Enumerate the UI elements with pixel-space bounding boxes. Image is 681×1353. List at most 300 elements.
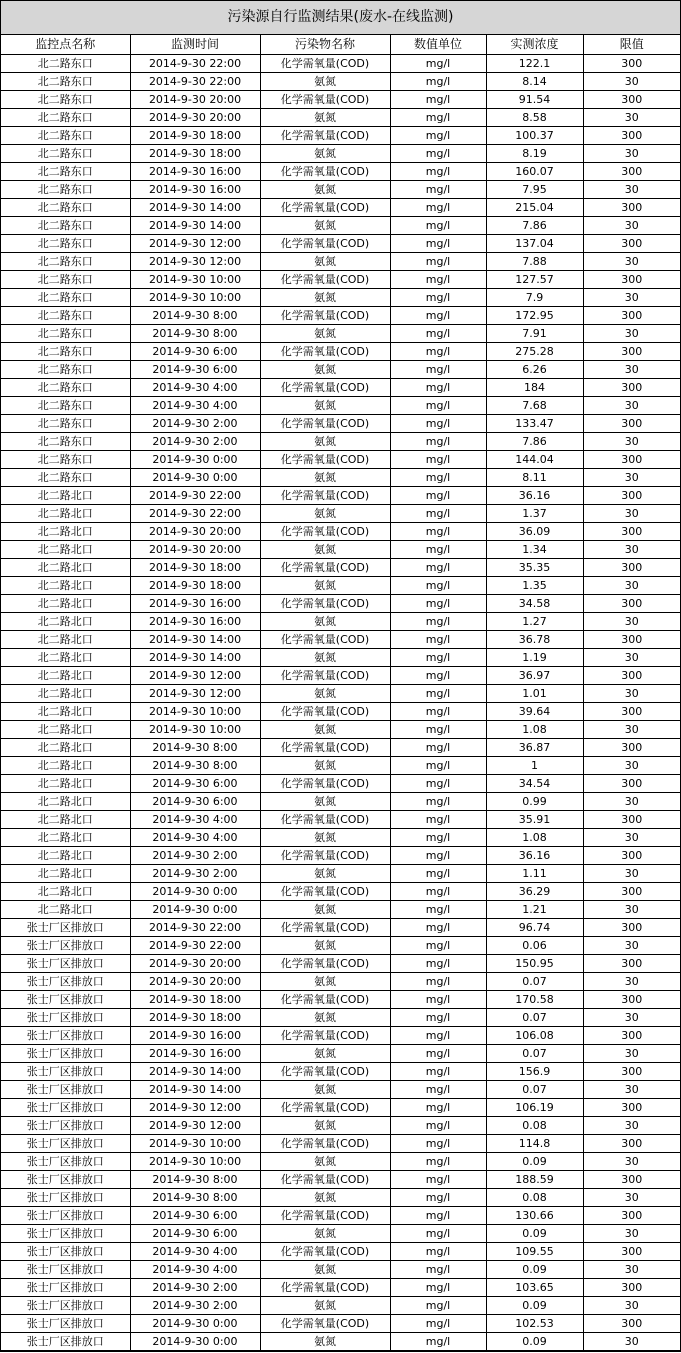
cell-monitoring-point: 北二路北口 bbox=[1, 667, 130, 685]
table-row bbox=[1, 1009, 680, 1027]
cell-measured-concentration: 150.95 bbox=[486, 955, 583, 973]
cell-limit: 300 bbox=[583, 1243, 680, 1261]
cell-unit: mg/l bbox=[390, 271, 486, 289]
table-row bbox=[1, 1189, 680, 1207]
table-row bbox=[1, 973, 680, 991]
cell-measured-concentration: 1 bbox=[486, 757, 583, 775]
cell-measured-concentration: 133.47 bbox=[486, 415, 583, 433]
cell-unit: mg/l bbox=[390, 1153, 486, 1171]
cell-unit: mg/l bbox=[390, 361, 486, 379]
cell-monitoring-time: 2014-9-30 10:00 bbox=[130, 721, 260, 739]
cell-pollutant-name: 化学需氧量(COD) bbox=[260, 739, 390, 757]
cell-unit: mg/l bbox=[390, 901, 486, 919]
table-row bbox=[1, 649, 680, 667]
cell-monitoring-point: 北二路东口 bbox=[1, 253, 130, 271]
cell-measured-concentration: 35.35 bbox=[486, 559, 583, 577]
table-row bbox=[1, 865, 680, 883]
table-row bbox=[1, 829, 680, 847]
table-row bbox=[1, 577, 680, 595]
cell-monitoring-time: 2014-9-30 8:00 bbox=[130, 1171, 260, 1189]
cell-monitoring-time: 2014-9-30 4:00 bbox=[130, 811, 260, 829]
cell-monitoring-time: 2014-9-30 8:00 bbox=[130, 1189, 260, 1207]
cell-pollutant-name: 氨氮 bbox=[260, 433, 390, 451]
cell-limit: 30 bbox=[583, 649, 680, 667]
cell-monitoring-point: 北二路北口 bbox=[1, 739, 130, 757]
cell-measured-concentration: 0.07 bbox=[486, 1045, 583, 1063]
cell-monitoring-point: 北二路北口 bbox=[1, 775, 130, 793]
table-row bbox=[1, 55, 680, 73]
cell-monitoring-point: 张士厂区排放口 bbox=[1, 1045, 130, 1063]
cell-measured-concentration: 114.8 bbox=[486, 1135, 583, 1153]
cell-monitoring-time: 2014-9-30 20:00 bbox=[130, 973, 260, 991]
cell-measured-concentration: 0.08 bbox=[486, 1189, 583, 1207]
cell-limit: 300 bbox=[583, 343, 680, 361]
cell-measured-concentration: 7.95 bbox=[486, 181, 583, 199]
table-row bbox=[1, 685, 680, 703]
cell-pollutant-name: 化学需氧量(COD) bbox=[260, 955, 390, 973]
cell-measured-concentration: 188.59 bbox=[486, 1171, 583, 1189]
cell-limit: 30 bbox=[583, 145, 680, 163]
cell-limit: 30 bbox=[583, 973, 680, 991]
cell-monitoring-time: 2014-9-30 20:00 bbox=[130, 91, 260, 109]
cell-monitoring-time: 2014-9-30 22:00 bbox=[130, 73, 260, 91]
cell-monitoring-time: 2014-9-30 20:00 bbox=[130, 523, 260, 541]
cell-limit: 300 bbox=[583, 1099, 680, 1117]
cell-monitoring-point: 张士厂区排放口 bbox=[1, 1225, 130, 1243]
cell-measured-concentration: 127.57 bbox=[486, 271, 583, 289]
cell-monitoring-time: 2014-9-30 18:00 bbox=[130, 145, 260, 163]
cell-unit: mg/l bbox=[390, 865, 486, 883]
cell-monitoring-time: 2014-9-30 4:00 bbox=[130, 829, 260, 847]
cell-measured-concentration: 1.35 bbox=[486, 577, 583, 595]
cell-measured-concentration: 8.58 bbox=[486, 109, 583, 127]
cell-monitoring-point: 北二路北口 bbox=[1, 721, 130, 739]
cell-unit: mg/l bbox=[390, 505, 486, 523]
table-row bbox=[1, 487, 680, 505]
cell-unit: mg/l bbox=[390, 1045, 486, 1063]
cell-measured-concentration: 144.04 bbox=[486, 451, 583, 469]
cell-pollutant-name: 化学需氧量(COD) bbox=[260, 991, 390, 1009]
cell-monitoring-point: 北二路东口 bbox=[1, 73, 130, 91]
header-unit: 数值单位 bbox=[390, 35, 486, 55]
cell-limit: 300 bbox=[583, 127, 680, 145]
cell-monitoring-point: 北二路北口 bbox=[1, 559, 130, 577]
cell-unit: mg/l bbox=[390, 1207, 486, 1225]
cell-unit: mg/l bbox=[390, 307, 486, 325]
cell-pollutant-name: 氨氮 bbox=[260, 901, 390, 919]
table-row bbox=[1, 163, 680, 181]
table-row bbox=[1, 1027, 680, 1045]
table-row bbox=[1, 1243, 680, 1261]
cell-limit: 30 bbox=[583, 1009, 680, 1027]
cell-monitoring-point: 北二路北口 bbox=[1, 847, 130, 865]
cell-measured-concentration: 0.09 bbox=[486, 1297, 583, 1315]
table-row bbox=[1, 847, 680, 865]
header-limit: 限值 bbox=[583, 35, 680, 55]
cell-monitoring-time: 2014-9-30 12:00 bbox=[130, 235, 260, 253]
cell-pollutant-name: 化学需氧量(COD) bbox=[260, 1207, 390, 1225]
table-row bbox=[1, 361, 680, 379]
cell-pollutant-name: 化学需氧量(COD) bbox=[260, 199, 390, 217]
cell-limit: 30 bbox=[583, 541, 680, 559]
cell-measured-concentration: 91.54 bbox=[486, 91, 583, 109]
cell-limit: 300 bbox=[583, 199, 680, 217]
cell-monitoring-point: 北二路北口 bbox=[1, 595, 130, 613]
cell-measured-concentration: 1.21 bbox=[486, 901, 583, 919]
cell-pollutant-name: 氨氮 bbox=[260, 1009, 390, 1027]
cell-unit: mg/l bbox=[390, 469, 486, 487]
cell-monitoring-point: 张士厂区排放口 bbox=[1, 937, 130, 955]
cell-unit: mg/l bbox=[390, 415, 486, 433]
cell-monitoring-time: 2014-9-30 0:00 bbox=[130, 901, 260, 919]
cell-unit: mg/l bbox=[390, 1243, 486, 1261]
cell-measured-concentration: 8.14 bbox=[486, 73, 583, 91]
cell-measured-concentration: 36.87 bbox=[486, 739, 583, 757]
cell-limit: 300 bbox=[583, 775, 680, 793]
cell-unit: mg/l bbox=[390, 739, 486, 757]
cell-limit: 30 bbox=[583, 1153, 680, 1171]
cell-pollutant-name: 氨氮 bbox=[260, 181, 390, 199]
cell-monitoring-time: 2014-9-30 4:00 bbox=[130, 397, 260, 415]
cell-monitoring-time: 2014-9-30 6:00 bbox=[130, 1207, 260, 1225]
cell-monitoring-time: 2014-9-30 14:00 bbox=[130, 217, 260, 235]
cell-pollutant-name: 氨氮 bbox=[260, 649, 390, 667]
cell-monitoring-point: 北二路东口 bbox=[1, 379, 130, 397]
cell-limit: 30 bbox=[583, 793, 680, 811]
table-row bbox=[1, 1153, 680, 1171]
cell-limit: 300 bbox=[583, 703, 680, 721]
cell-limit: 300 bbox=[583, 631, 680, 649]
cell-measured-concentration: 1.01 bbox=[486, 685, 583, 703]
cell-limit: 300 bbox=[583, 559, 680, 577]
cell-monitoring-time: 2014-9-30 10:00 bbox=[130, 289, 260, 307]
cell-monitoring-time: 2014-9-30 8:00 bbox=[130, 325, 260, 343]
table-row bbox=[1, 1333, 680, 1351]
cell-pollutant-name: 化学需氧量(COD) bbox=[260, 523, 390, 541]
cell-monitoring-point: 北二路北口 bbox=[1, 757, 130, 775]
cell-monitoring-point: 张士厂区排放口 bbox=[1, 1279, 130, 1297]
table-row bbox=[1, 1081, 680, 1099]
cell-monitoring-time: 2014-9-30 2:00 bbox=[130, 865, 260, 883]
table-row bbox=[1, 955, 680, 973]
table-row bbox=[1, 325, 680, 343]
cell-measured-concentration: 215.04 bbox=[486, 199, 583, 217]
table-row bbox=[1, 433, 680, 451]
cell-unit: mg/l bbox=[390, 1099, 486, 1117]
table-row bbox=[1, 1045, 680, 1063]
cell-measured-concentration: 1.37 bbox=[486, 505, 583, 523]
table-row bbox=[1, 1207, 680, 1225]
cell-unit: mg/l bbox=[390, 703, 486, 721]
cell-limit: 30 bbox=[583, 361, 680, 379]
cell-measured-concentration: 109.55 bbox=[486, 1243, 583, 1261]
cell-unit: mg/l bbox=[390, 1297, 486, 1315]
cell-unit: mg/l bbox=[390, 1315, 486, 1333]
cell-unit: mg/l bbox=[390, 955, 486, 973]
cell-pollutant-name: 氨氮 bbox=[260, 289, 390, 307]
cell-limit: 300 bbox=[583, 847, 680, 865]
cell-measured-concentration: 96.74 bbox=[486, 919, 583, 937]
cell-measured-concentration: 1.08 bbox=[486, 829, 583, 847]
table-row bbox=[1, 883, 680, 901]
cell-monitoring-time: 2014-9-30 14:00 bbox=[130, 1081, 260, 1099]
cell-monitoring-point: 北二路北口 bbox=[1, 865, 130, 883]
cell-limit: 30 bbox=[583, 613, 680, 631]
cell-limit: 300 bbox=[583, 955, 680, 973]
cell-unit: mg/l bbox=[390, 379, 486, 397]
table-row bbox=[1, 415, 680, 433]
cell-limit: 30 bbox=[583, 757, 680, 775]
cell-measured-concentration: 34.58 bbox=[486, 595, 583, 613]
cell-monitoring-time: 2014-9-30 10:00 bbox=[130, 703, 260, 721]
table-row bbox=[1, 793, 680, 811]
table-row bbox=[1, 379, 680, 397]
cell-limit: 300 bbox=[583, 271, 680, 289]
cell-pollutant-name: 化学需氧量(COD) bbox=[260, 55, 390, 73]
cell-pollutant-name: 氨氮 bbox=[260, 1153, 390, 1171]
cell-unit: mg/l bbox=[390, 883, 486, 901]
cell-measured-concentration: 137.04 bbox=[486, 235, 583, 253]
cell-unit: mg/l bbox=[390, 181, 486, 199]
cell-limit: 30 bbox=[583, 1261, 680, 1279]
cell-measured-concentration: 1.34 bbox=[486, 541, 583, 559]
cell-limit: 30 bbox=[583, 1189, 680, 1207]
table-row bbox=[1, 541, 680, 559]
cell-limit: 300 bbox=[583, 379, 680, 397]
cell-monitoring-time: 2014-9-30 16:00 bbox=[130, 1045, 260, 1063]
cell-monitoring-point: 张士厂区排放口 bbox=[1, 1243, 130, 1261]
cell-measured-concentration: 7.88 bbox=[486, 253, 583, 271]
cell-pollutant-name: 氨氮 bbox=[260, 1045, 390, 1063]
cell-pollutant-name: 化学需氧量(COD) bbox=[260, 127, 390, 145]
cell-unit: mg/l bbox=[390, 487, 486, 505]
cell-unit: mg/l bbox=[390, 1081, 486, 1099]
cell-monitoring-point: 张士厂区排放口 bbox=[1, 1081, 130, 1099]
cell-monitoring-time: 2014-9-30 12:00 bbox=[130, 253, 260, 271]
cell-monitoring-point: 北二路北口 bbox=[1, 649, 130, 667]
cell-monitoring-point: 北二路北口 bbox=[1, 541, 130, 559]
table-row bbox=[1, 271, 680, 289]
cell-pollutant-name: 氨氮 bbox=[260, 757, 390, 775]
cell-pollutant-name: 化学需氧量(COD) bbox=[260, 703, 390, 721]
cell-measured-concentration: 122.1 bbox=[486, 55, 583, 73]
table-row bbox=[1, 721, 680, 739]
cell-unit: mg/l bbox=[390, 253, 486, 271]
cell-pollutant-name: 氨氮 bbox=[260, 1297, 390, 1315]
cell-monitoring-time: 2014-9-30 22:00 bbox=[130, 55, 260, 73]
cell-measured-concentration: 36.78 bbox=[486, 631, 583, 649]
table-row bbox=[1, 1171, 680, 1189]
cell-unit: mg/l bbox=[390, 811, 486, 829]
cell-limit: 30 bbox=[583, 1333, 680, 1351]
table-row bbox=[1, 73, 680, 91]
cell-limit: 300 bbox=[583, 163, 680, 181]
cell-monitoring-time: 2014-9-30 16:00 bbox=[130, 181, 260, 199]
table-row bbox=[1, 1135, 680, 1153]
cell-unit: mg/l bbox=[390, 847, 486, 865]
cell-monitoring-point: 北二路东口 bbox=[1, 145, 130, 163]
cell-pollutant-name: 化学需氧量(COD) bbox=[260, 667, 390, 685]
cell-monitoring-point: 张士厂区排放口 bbox=[1, 1099, 130, 1117]
cell-monitoring-time: 2014-9-30 4:00 bbox=[130, 379, 260, 397]
cell-monitoring-point: 张士厂区排放口 bbox=[1, 955, 130, 973]
cell-measured-concentration: 1.11 bbox=[486, 865, 583, 883]
cell-monitoring-time: 2014-9-30 20:00 bbox=[130, 955, 260, 973]
cell-unit: mg/l bbox=[390, 1261, 486, 1279]
cell-pollutant-name: 氨氮 bbox=[260, 1081, 390, 1099]
cell-measured-concentration: 100.37 bbox=[486, 127, 583, 145]
cell-pollutant-name: 化学需氧量(COD) bbox=[260, 1243, 390, 1261]
header-measured-concentration: 实测浓度 bbox=[486, 35, 583, 55]
cell-limit: 300 bbox=[583, 55, 680, 73]
table-row bbox=[1, 505, 680, 523]
cell-measured-concentration: 0.09 bbox=[486, 1333, 583, 1351]
cell-monitoring-time: 2014-9-30 22:00 bbox=[130, 937, 260, 955]
cell-monitoring-point: 北二路东口 bbox=[1, 91, 130, 109]
cell-limit: 300 bbox=[583, 307, 680, 325]
cell-pollutant-name: 氨氮 bbox=[260, 1117, 390, 1135]
cell-monitoring-point: 北二路北口 bbox=[1, 793, 130, 811]
cell-monitoring-point: 北二路东口 bbox=[1, 199, 130, 217]
table-row bbox=[1, 775, 680, 793]
cell-limit: 30 bbox=[583, 937, 680, 955]
cell-monitoring-time: 2014-9-30 10:00 bbox=[130, 1153, 260, 1171]
cell-pollutant-name: 氨氮 bbox=[260, 865, 390, 883]
cell-measured-concentration: 0.07 bbox=[486, 1009, 583, 1027]
cell-limit: 30 bbox=[583, 721, 680, 739]
table-row bbox=[1, 1099, 680, 1117]
cell-monitoring-time: 2014-9-30 6:00 bbox=[130, 1225, 260, 1243]
cell-pollutant-name: 化学需氧量(COD) bbox=[260, 559, 390, 577]
cell-pollutant-name: 氨氮 bbox=[260, 1225, 390, 1243]
cell-unit: mg/l bbox=[390, 325, 486, 343]
cell-monitoring-point: 北二路东口 bbox=[1, 127, 130, 145]
cell-monitoring-point: 张士厂区排放口 bbox=[1, 1261, 130, 1279]
cell-unit: mg/l bbox=[390, 613, 486, 631]
cell-monitoring-time: 2014-9-30 6:00 bbox=[130, 361, 260, 379]
cell-measured-concentration: 103.65 bbox=[486, 1279, 583, 1297]
cell-measured-concentration: 36.16 bbox=[486, 487, 583, 505]
cell-monitoring-point: 北二路北口 bbox=[1, 685, 130, 703]
table-row bbox=[1, 631, 680, 649]
cell-pollutant-name: 氨氮 bbox=[260, 829, 390, 847]
cell-monitoring-point: 张士厂区排放口 bbox=[1, 919, 130, 937]
cell-measured-concentration: 156.9 bbox=[486, 1063, 583, 1081]
cell-monitoring-point: 北二路北口 bbox=[1, 613, 130, 631]
cell-monitoring-time: 2014-9-30 12:00 bbox=[130, 685, 260, 703]
cell-unit: mg/l bbox=[390, 1189, 486, 1207]
cell-limit: 30 bbox=[583, 505, 680, 523]
cell-measured-concentration: 34.54 bbox=[486, 775, 583, 793]
header-monitoring-time: 监测时间 bbox=[130, 35, 260, 55]
table-header bbox=[1, 35, 680, 55]
cell-monitoring-time: 2014-9-30 6:00 bbox=[130, 343, 260, 361]
cell-limit: 300 bbox=[583, 415, 680, 433]
cell-pollutant-name: 氨氮 bbox=[260, 613, 390, 631]
cell-unit: mg/l bbox=[390, 397, 486, 415]
cell-monitoring-time: 2014-9-30 6:00 bbox=[130, 775, 260, 793]
cell-pollutant-name: 氨氮 bbox=[260, 361, 390, 379]
cell-measured-concentration: 0.08 bbox=[486, 1117, 583, 1135]
cell-pollutant-name: 化学需氧量(COD) bbox=[260, 1315, 390, 1333]
cell-pollutant-name: 氨氮 bbox=[260, 397, 390, 415]
cell-limit: 300 bbox=[583, 91, 680, 109]
cell-unit: mg/l bbox=[390, 451, 486, 469]
cell-monitoring-point: 张士厂区排放口 bbox=[1, 991, 130, 1009]
cell-limit: 300 bbox=[583, 1171, 680, 1189]
header-pollutant-name: 污染物名称 bbox=[260, 35, 390, 55]
cell-limit: 300 bbox=[583, 1135, 680, 1153]
cell-pollutant-name: 氨氮 bbox=[260, 505, 390, 523]
cell-measured-concentration: 39.64 bbox=[486, 703, 583, 721]
cell-monitoring-time: 2014-9-30 2:00 bbox=[130, 415, 260, 433]
cell-monitoring-time: 2014-9-30 4:00 bbox=[130, 1243, 260, 1261]
header-monitoring-point: 监控点名称 bbox=[1, 35, 130, 55]
cell-limit: 300 bbox=[583, 883, 680, 901]
cell-pollutant-name: 化学需氧量(COD) bbox=[260, 271, 390, 289]
cell-monitoring-time: 2014-9-30 14:00 bbox=[130, 631, 260, 649]
cell-pollutant-name: 氨氮 bbox=[260, 937, 390, 955]
cell-monitoring-point: 北二路北口 bbox=[1, 523, 130, 541]
cell-monitoring-time: 2014-9-30 12:00 bbox=[130, 667, 260, 685]
cell-monitoring-time: 2014-9-30 18:00 bbox=[130, 1009, 260, 1027]
cell-monitoring-time: 2014-9-30 10:00 bbox=[130, 1135, 260, 1153]
table-row bbox=[1, 127, 680, 145]
cell-measured-concentration: 7.68 bbox=[486, 397, 583, 415]
cell-measured-concentration: 0.09 bbox=[486, 1153, 583, 1171]
cell-limit: 30 bbox=[583, 865, 680, 883]
cell-limit: 30 bbox=[583, 397, 680, 415]
cell-pollutant-name: 氨氮 bbox=[260, 253, 390, 271]
cell-unit: mg/l bbox=[390, 973, 486, 991]
cell-monitoring-point: 北二路东口 bbox=[1, 307, 130, 325]
cell-unit: mg/l bbox=[390, 73, 486, 91]
table-row bbox=[1, 289, 680, 307]
cell-measured-concentration: 172.95 bbox=[486, 307, 583, 325]
cell-pollutant-name: 氨氮 bbox=[260, 469, 390, 487]
cell-monitoring-point: 北二路北口 bbox=[1, 811, 130, 829]
cell-monitoring-time: 2014-9-30 16:00 bbox=[130, 613, 260, 631]
table-row bbox=[1, 811, 680, 829]
cell-limit: 30 bbox=[583, 289, 680, 307]
cell-unit: mg/l bbox=[390, 235, 486, 253]
cell-limit: 300 bbox=[583, 1279, 680, 1297]
cell-pollutant-name: 化学需氧量(COD) bbox=[260, 1063, 390, 1081]
table-row bbox=[1, 109, 680, 127]
cell-pollutant-name: 化学需氧量(COD) bbox=[260, 595, 390, 613]
table-row bbox=[1, 1117, 680, 1135]
table-body bbox=[1, 55, 680, 1351]
cell-unit: mg/l bbox=[390, 523, 486, 541]
cell-pollutant-name: 化学需氧量(COD) bbox=[260, 91, 390, 109]
cell-monitoring-time: 2014-9-30 8:00 bbox=[130, 307, 260, 325]
cell-limit: 30 bbox=[583, 73, 680, 91]
cell-monitoring-point: 北二路北口 bbox=[1, 829, 130, 847]
cell-pollutant-name: 化学需氧量(COD) bbox=[260, 307, 390, 325]
cell-monitoring-point: 北二路北口 bbox=[1, 703, 130, 721]
cell-limit: 300 bbox=[583, 1063, 680, 1081]
cell-unit: mg/l bbox=[390, 541, 486, 559]
cell-monitoring-time: 2014-9-30 6:00 bbox=[130, 793, 260, 811]
cell-limit: 300 bbox=[583, 487, 680, 505]
cell-limit: 300 bbox=[583, 235, 680, 253]
table-row bbox=[1, 181, 680, 199]
cell-limit: 30 bbox=[583, 901, 680, 919]
header-row bbox=[1, 35, 680, 55]
cell-monitoring-point: 张士厂区排放口 bbox=[1, 973, 130, 991]
cell-measured-concentration: 7.86 bbox=[486, 217, 583, 235]
table-row bbox=[1, 397, 680, 415]
